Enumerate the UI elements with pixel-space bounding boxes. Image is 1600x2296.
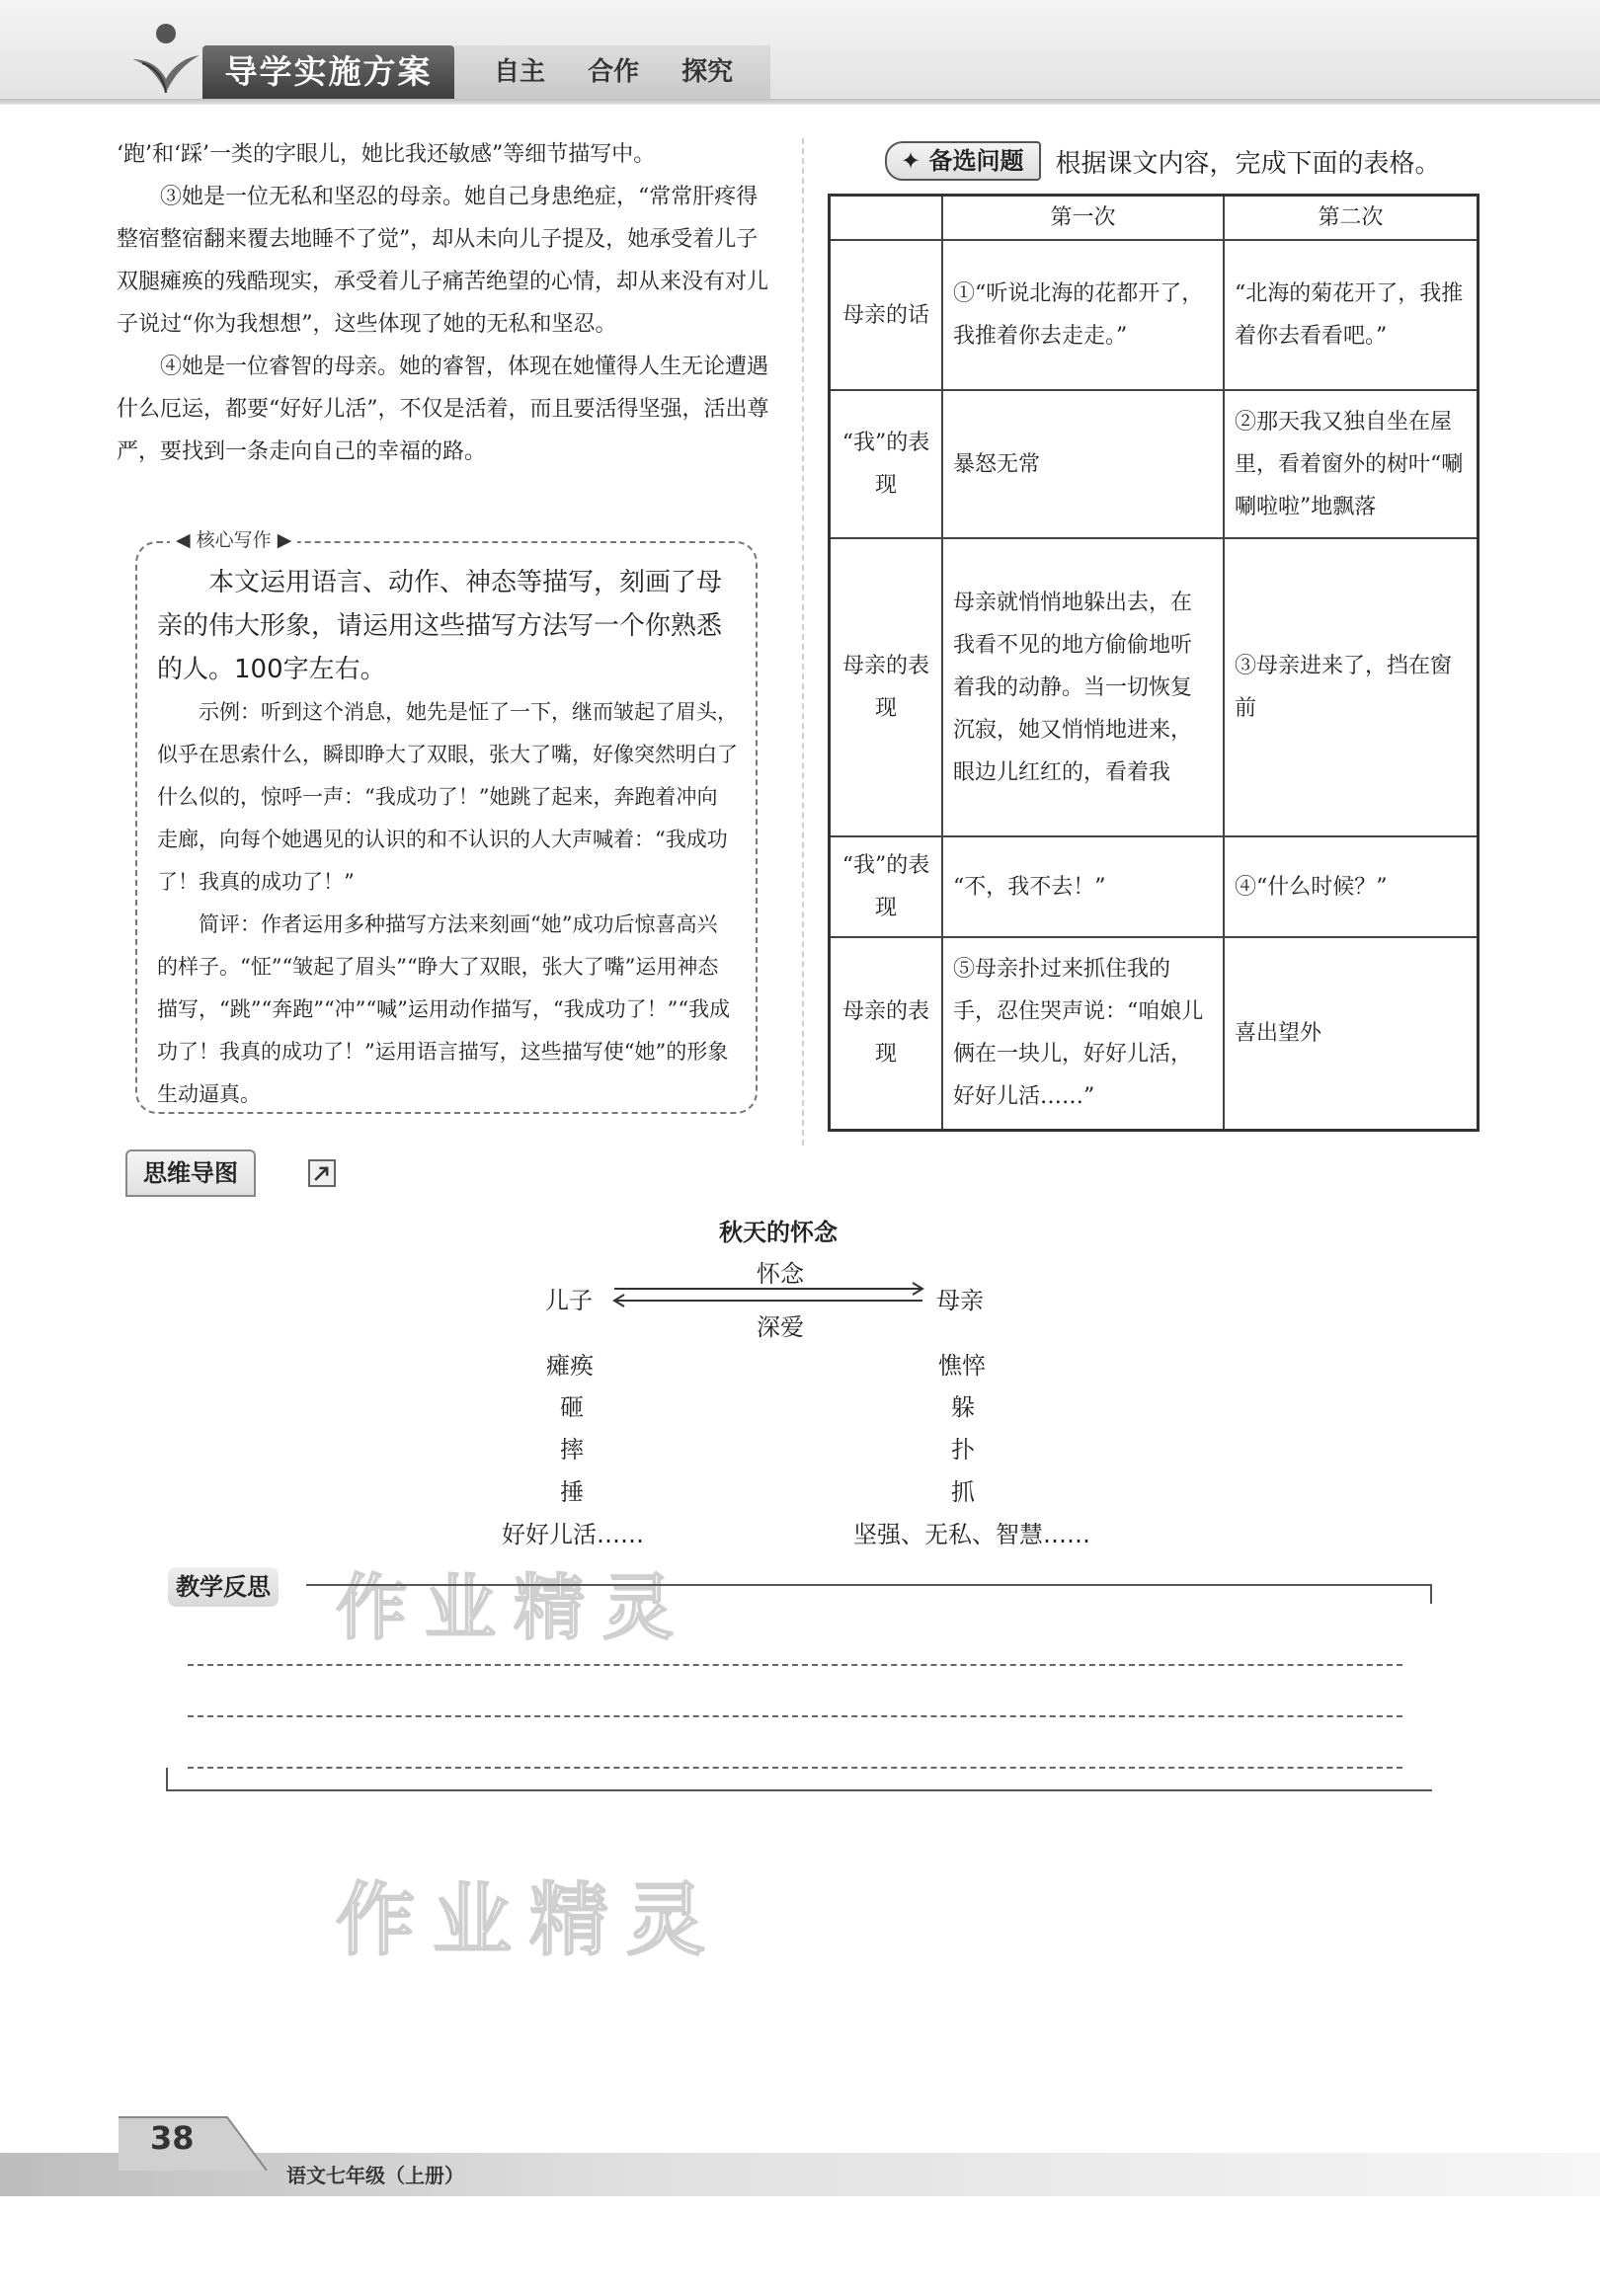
mindmap-right-item: 抓 <box>951 1478 975 1506</box>
beixuan-tag: ✦ 备选问题 <box>885 141 1041 181</box>
mindmap-right-item: 扑 <box>951 1436 975 1464</box>
mindmap-left-item: 瘫痪 <box>546 1352 594 1380</box>
watermark: 作业精灵 <box>336 1566 692 1649</box>
mindmap-label: 思维导图 <box>125 1149 256 1197</box>
core-writing-example: 示例：听到这个消息，她先是怔了一下，继而皱起了眉头，似乎在思索什么，瞬即睁大了双眼，张大了嘴，好像突然明白了什么似的，惊呼一声：“我成功了！”她跳了起来，奔跑着冲向走廊，向每个她遇见的认识的和不认识的人大声喊着：“我成功了！我真的成功了！” <box>157 700 738 894</box>
table-header-cell: 第一次 <box>942 196 1224 241</box>
mindmap-left-item: 捶 <box>560 1478 584 1506</box>
leaf-logo-icon <box>126 20 205 99</box>
paragraph: ④她是一位睿智的母亲。她的睿智，体现在她懂得人生无论遭遇什么厄运，都要“好好儿活”，不仅是活着，而且要活得坚强，活出尊严，要找到一条走向自己的幸福的路。 <box>117 355 769 464</box>
table-header-row <box>830 196 1479 241</box>
table-cell: ④“什么时候？” <box>1224 836 1479 937</box>
table-row <box>830 390 1479 538</box>
core-writing-label: ◀ 核心写作 ▶ <box>170 525 297 552</box>
table-cell: ①“听说北海的花都开了，我推着你去走走。” <box>942 240 1224 390</box>
reflection-corner <box>166 1768 168 1789</box>
header-rule <box>0 99 1600 105</box>
table-row-head: “我”的表现 <box>830 836 943 937</box>
table-row-head: “我”的表现 <box>830 390 943 538</box>
tag-hezuo: 合作 <box>588 57 640 87</box>
mindmap-left-item: 好好儿活…… <box>502 1521 644 1548</box>
mindmap-left-item: 摔 <box>560 1436 584 1464</box>
writing-line <box>188 1715 1402 1717</box>
table-cell: ③母亲进来了，挡在窗前 <box>1224 538 1479 836</box>
reflection-bottom-rule <box>166 1789 1432 1791</box>
mindmap-arrow-top-label: 怀念 <box>757 1260 804 1288</box>
tag-tanjiu: 探究 <box>681 57 734 87</box>
tag-zizhu: 自主 <box>494 57 546 87</box>
table-cell: “不，我不去！” <box>942 836 1224 937</box>
core-writing-intro: 本文运用语言、动作、神态等描写，刻画了母亲的伟大形象，请运用这些描写方法写一个你熟悉的人。100字左右。 <box>157 568 723 684</box>
reflection-corner <box>1430 1584 1432 1604</box>
table-row <box>830 937 1479 1130</box>
comparison-table <box>828 194 1480 1132</box>
mindmap-title: 秋天的怀念 <box>719 1219 838 1246</box>
footer-book-title: 语文七年级（上册） <box>286 2164 464 2187</box>
mindmap-double-arrow <box>610 1280 926 1309</box>
column-divider <box>802 138 804 1146</box>
table-row <box>830 836 1479 937</box>
mindmap-node-mother: 母亲 <box>936 1287 984 1314</box>
mindmap-right-item: 躲 <box>951 1393 975 1421</box>
table-cell: ⑤母亲扑过来抓住我的手，忍住哭声说：“咱娘儿俩在一块儿，好好儿活，好好儿活……” <box>942 937 1224 1130</box>
left-column <box>117 133 773 473</box>
watermark: 作业精灵 <box>336 1874 723 1966</box>
mindmap-left-item: 砸 <box>560 1393 584 1421</box>
mindmap-node-son: 儿子 <box>545 1287 593 1314</box>
page-number: 38 <box>150 2119 195 2157</box>
table-header-cell <box>830 196 943 241</box>
table-cell: 母亲就悄悄地躲出去，在我看不见的地方偷偷地听着我的动静。当一切恢复沉寂，她又悄悄地进来，眼边儿红红的，看着我 <box>942 538 1224 836</box>
mindmap-right-item: 憔悴 <box>938 1352 986 1380</box>
paragraph: ③她是一位无私和坚忍的母亲。她自己身患绝症，“常常肝疼得整宿整宿翻来覆去地睡不了觉”，却从未向儿子提及，她承受着儿子双腿瘫痪的残酷现实，承受着儿子痛苦绝望的心情，却从来没有对儿子说过“你为我想想”，这些体现了她的无私和坚忍。 <box>117 185 769 337</box>
table-cell: “北海的菊花开了，我推着你去看看吧。” <box>1224 240 1479 390</box>
header-title: 导学实施方案 <box>202 45 454 99</box>
writing-line <box>188 1767 1402 1769</box>
header-tags <box>454 45 770 99</box>
page-number-tab <box>119 2111 277 2171</box>
core-writing-box <box>135 541 758 1114</box>
table-row-head: 母亲的表现 <box>830 937 943 1130</box>
table-cell: ②那天我又独自坐在屋里，看着窗外的树叶“唰唰啦啦”地飘落 <box>1224 390 1479 538</box>
table-header-cell: 第二次 <box>1224 196 1479 241</box>
table-row <box>830 240 1479 390</box>
reflection-top-rule <box>306 1584 1432 1586</box>
reflection-label: 教学反思 <box>168 1567 279 1607</box>
table-cell: 暴怒无常 <box>942 390 1224 538</box>
paragraph: ‘跑’和‘踩’一类的字眼儿，她比我还敏感”等细节描写中。 <box>117 142 656 167</box>
table-cell: 喜出望外 <box>1224 937 1479 1130</box>
core-writing-comment: 简评：作者运用多种描写方法来刻画“她”成功后惊喜高兴的样子。“怔”“皱起了眉头”“睁大了双眼，张大了嘴”运用神态描写，“跳”“奔跑”“冲”“喊”运用动作描写，“我成功了！”“我成功了！我真的成功了！”运用语言描写，这些描写使“她”的形象生动逼真。 <box>157 912 731 1106</box>
arrow-icon <box>308 1159 336 1187</box>
table-row <box>830 538 1479 836</box>
beixuan-instruction: 根据课文内容，完成下面的表格。 <box>1055 148 1441 179</box>
table-row-head: 母亲的表现 <box>830 538 943 836</box>
writing-line <box>188 1664 1402 1666</box>
beixuan-heading <box>885 141 1440 181</box>
table-row-head: 母亲的话 <box>830 240 943 390</box>
mindmap-right-item: 坚强、无私、智慧…… <box>853 1521 1090 1548</box>
mindmap-arrow-bottom-label: 深爱 <box>757 1313 804 1341</box>
